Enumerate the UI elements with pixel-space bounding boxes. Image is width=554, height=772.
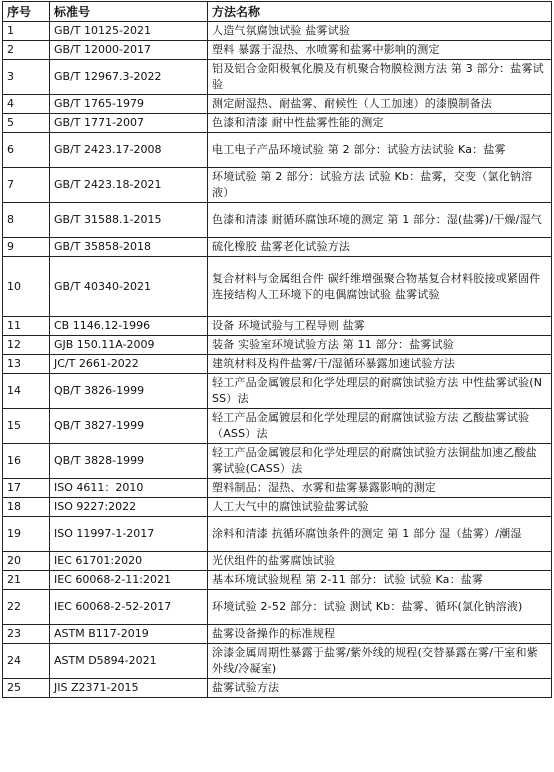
row-standard: GB/T 2423.18-2021: [50, 168, 208, 203]
row-no: 21: [3, 571, 50, 590]
row-standard: GB/T 40340-2021: [50, 257, 208, 317]
row-method-name: 设备 环境试验与工程导则 盐雾: [208, 317, 552, 336]
table-row: [3, 571, 552, 590]
standards-table: [2, 1, 552, 698]
table-row: [3, 133, 552, 168]
row-no: 25: [3, 679, 50, 698]
row-standard: QB/T 3828-1999: [50, 444, 208, 479]
row-no: 8: [3, 203, 50, 238]
row-method-name: 硫化橡胶 盐雾老化试验方法: [208, 238, 552, 257]
row-no: 6: [3, 133, 50, 168]
row-method-name: 人造气氛腐蚀试验 盐雾试验: [208, 22, 552, 41]
row-no: 18: [3, 498, 50, 517]
row-standard: GB/T 2423.17-2008: [50, 133, 208, 168]
row-no: 17: [3, 479, 50, 498]
row-method-name: 光伏组件的盐雾腐蚀试验: [208, 552, 552, 571]
header-method-name: 方法名称: [208, 2, 552, 22]
header-row: [3, 2, 552, 22]
table-row: [3, 679, 552, 698]
row-method-name: 塑料制品：湿热、水雾和盐雾暴露影响的测定: [208, 479, 552, 498]
row-method-name: 色漆和清漆 耐循环腐蚀环境的测定 第 1 部分：湿(盐雾)/干燥/湿气: [208, 203, 552, 238]
table-row: [3, 22, 552, 41]
row-no: 1: [3, 22, 50, 41]
row-no: 5: [3, 114, 50, 133]
row-no: 12: [3, 336, 50, 355]
table-row: [3, 498, 552, 517]
table-row: [3, 95, 552, 114]
table-row: [3, 114, 552, 133]
row-method-name: 色漆和清漆 耐中性盐雾性能的测定: [208, 114, 552, 133]
table-row: [3, 60, 552, 95]
row-method-name: 基本环境试验规程 第 2-11 部分：试验 试验 Ka：盐雾: [208, 571, 552, 590]
row-method-name: 涂漆金属周期性暴露于盐雾/紫外线的规程(交替暴露在雾/干室和紫外线/冷凝室): [208, 644, 552, 679]
row-no: 16: [3, 444, 50, 479]
row-no: 7: [3, 168, 50, 203]
row-method-name: 建筑材料及构件盐雾/干/湿循环暴露加速试验方法: [208, 355, 552, 374]
table-row: [3, 41, 552, 60]
row-standard: IEC 60068-2-11:2021: [50, 571, 208, 590]
row-method-name: 轻工产品金属镀层和化学处理层的耐腐蚀试验方法铜盐加速乙酸盐雾试验(CASS）法: [208, 444, 552, 479]
header-standard: 标准号: [50, 2, 208, 22]
row-no: 4: [3, 95, 50, 114]
row-standard: ISO 11997-1-2017: [50, 517, 208, 552]
row-no: 11: [3, 317, 50, 336]
row-standard: GB/T 31588.1-2015: [50, 203, 208, 238]
row-method-name: 环境试验 第 2 部分：试验方法 试验 Kb：盐雾，交变（氯化钠溶液）: [208, 168, 552, 203]
row-standard: QB/T 3826-1999: [50, 374, 208, 409]
row-method-name: 铝及铝合金阳极氧化膜及有机聚合物膜检测方法 第 3 部分：盐雾试验: [208, 60, 552, 95]
row-standard: GB/T 12000-2017: [50, 41, 208, 60]
row-method-name: 盐雾设备操作的标准规程: [208, 625, 552, 644]
table-row: [3, 203, 552, 238]
table-row: [3, 238, 552, 257]
table-row: [3, 317, 552, 336]
row-standard: IEC 60068-2-52-2017: [50, 590, 208, 625]
row-method-name: 测定耐湿热、耐盐雾、耐候性（人工加速）的漆膜制备法: [208, 95, 552, 114]
row-no: 24: [3, 644, 50, 679]
row-standard: QB/T 3827-1999: [50, 409, 208, 444]
row-method-name: 人工大气中的腐蚀试验盐雾试验: [208, 498, 552, 517]
table-row: [3, 374, 552, 409]
row-standard: GB/T 10125-2021: [50, 22, 208, 41]
row-no: 22: [3, 590, 50, 625]
table-row: [3, 517, 552, 552]
row-standard: ISO 9227:2022: [50, 498, 208, 517]
row-method-name: 电工电子产品环境试验 第 2 部分：试验方法试验 Ka：盐雾: [208, 133, 552, 168]
row-no: 3: [3, 60, 50, 95]
row-standard: GB/T 35858-2018: [50, 238, 208, 257]
table-row: [3, 444, 552, 479]
row-method-name: 装备 实验室环境试验方法 第 11 部分：盐雾试验: [208, 336, 552, 355]
table-row: [3, 644, 552, 679]
row-no: 9: [3, 238, 50, 257]
row-standard: GB/T 1765-1979: [50, 95, 208, 114]
row-no: 10: [3, 257, 50, 317]
table-row: [3, 355, 552, 374]
row-no: 13: [3, 355, 50, 374]
row-standard: IEC 61701:2020: [50, 552, 208, 571]
table-row: [3, 590, 552, 625]
table-row: [3, 479, 552, 498]
row-method-name: 轻工产品金属镀层和化学处理层的耐腐蚀试验方法 中性盐雾试验(NSS）法: [208, 374, 552, 409]
row-standard: GJB 150.11A-2009: [50, 336, 208, 355]
table-row: [3, 625, 552, 644]
row-standard: CB 1146.12-1996: [50, 317, 208, 336]
row-standard: GB/T 12967.3-2022: [50, 60, 208, 95]
row-method-name: 塑料 暴露于湿热、水喷雾和盐雾中影响的测定: [208, 41, 552, 60]
row-method-name: 涂料和清漆 抗循环腐蚀条件的测定 第 1 部分 湿（盐雾）/潮湿: [208, 517, 552, 552]
row-method-name: 轻工产品金属镀层和化学处理层的耐腐蚀试验方法 乙酸盐雾试验（ASS）法: [208, 409, 552, 444]
table-row: [3, 552, 552, 571]
row-standard: JIS Z2371-2015: [50, 679, 208, 698]
table-row: [3, 168, 552, 203]
row-no: 15: [3, 409, 50, 444]
header-no: 序号: [3, 2, 50, 22]
row-standard: ASTM B117-2019: [50, 625, 208, 644]
row-method-name: 盐雾试验方法: [208, 679, 552, 698]
table-row: [3, 257, 552, 317]
row-standard: ISO 4611：2010: [50, 479, 208, 498]
row-no: 14: [3, 374, 50, 409]
table-row: [3, 336, 552, 355]
row-method-name: 复合材料与金属组合件 碳纤维增强聚合物基复合材料胶接或紧固件连接结构人工环境下的电偶腐蚀试验 盐雾试验: [208, 257, 552, 317]
row-no: 23: [3, 625, 50, 644]
row-no: 19: [3, 517, 50, 552]
row-standard: JC/T 2661-2022: [50, 355, 208, 374]
row-standard: GB/T 1771-2007: [50, 114, 208, 133]
row-no: 20: [3, 552, 50, 571]
table-row: [3, 409, 552, 444]
row-standard: ASTM D5894-2021: [50, 644, 208, 679]
row-no: 2: [3, 41, 50, 60]
row-method-name: 环境试验 2-52 部分：试验 测试 Kb：盐雾、循环(氯化钠溶液): [208, 590, 552, 625]
